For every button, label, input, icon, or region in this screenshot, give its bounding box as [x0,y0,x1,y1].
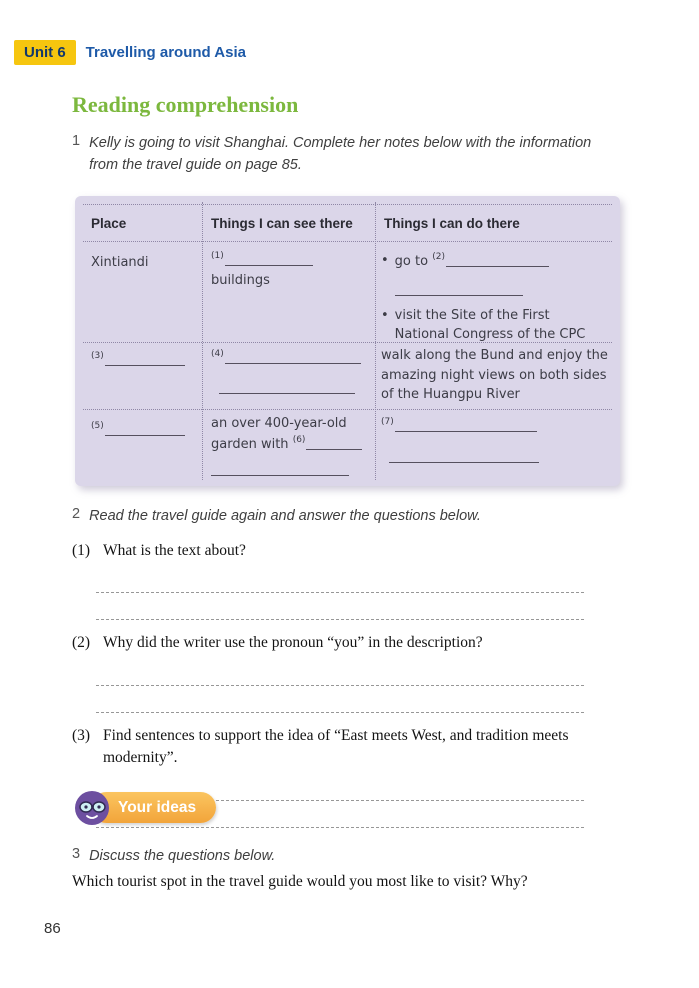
dotted-divider [202,202,203,480]
question-text: What is the text about? [103,541,246,559]
fill-blank [446,254,549,267]
unit-badge: Unit 6 [14,40,76,65]
dotted-divider [375,202,376,480]
section-title: Reading comprehension [72,92,299,117]
cell-do-1 [381,251,613,345]
task-number: 2 [72,506,81,522]
fill-blank [395,419,537,432]
dotted-divider [83,409,612,410]
question-2 [72,632,588,654]
blank-label: (1) [211,251,224,261]
question-label: (2) [72,634,91,652]
fill-blank [219,381,355,394]
cell-text: visit the Site of the First [394,307,550,323]
blank-label: (2) [432,252,445,262]
your-ideas-label: Your ideas [91,792,216,823]
fill-blank [225,253,313,266]
blank-label: (5) [91,421,104,431]
fill-blank [306,437,362,450]
cell-text: National Congress of the CPC [394,327,586,342]
dotted-divider [83,204,612,205]
cell-see-1 [211,250,369,290]
unit-title: Travelling around Asia [85,44,246,61]
page-number: 86 [44,920,61,937]
cell-text: garden with [211,436,289,452]
unit-header [14,40,246,65]
answer-line [96,593,584,620]
bullet-item [381,251,613,296]
column-header-see: Things I can see there [211,216,353,231]
blank-label: (4) [211,349,224,359]
answer-area [96,566,584,620]
cell-see-2 [211,348,369,394]
cell-text: buildings [211,272,270,288]
bullet-dot: • [381,307,389,323]
task-number: 3 [72,846,81,862]
discussion-question: Which tourist spot in the travel guide would you most like to visit? Why? [72,873,528,890]
task-3 [72,846,612,868]
task-instruction: Read the travel guide again and answer the questions below. [89,508,481,524]
cell-see-3 [211,414,371,476]
fill-blank [211,463,349,476]
column-header-do: Things I can do there [384,216,520,231]
task-instruction: Kelly is going to visit Shanghai. Complete her notes below with the information from the travel guide on page 85. [89,135,592,173]
questions-section [72,506,588,840]
bullet-dot: • [381,253,389,268]
answer-line [96,566,584,593]
your-ideas-badge [74,792,216,828]
fill-blank [395,283,523,296]
bullet-item [381,306,613,345]
fill-blank [105,423,185,436]
question-text: Why did the writer use the pronoun “you” in the description? [103,634,483,652]
question-label: (1) [72,541,91,559]
question-3 [72,725,588,770]
blank-label: (6) [292,434,306,445]
question-label: (3) [72,726,91,744]
answer-line [96,659,584,686]
bullet-content [395,306,613,345]
cell-place-1: Xintiandi [91,255,149,270]
task-1 [72,133,612,177]
cell-place-3 [91,420,185,441]
blank-label: (3) [91,351,104,361]
fill-blank [105,353,185,366]
cell-text: go to [394,254,429,269]
cell-text: an over 400-year-old [211,416,347,431]
fill-blank [225,351,361,364]
question-1 [72,540,588,562]
fill-blank [389,450,539,463]
cell-do-2: walk along the Bund and enjoy the amazing night views on both sides of the Huangpu River [381,348,608,402]
answer-line [96,686,584,713]
mascot-icon [74,790,110,826]
task-2 [72,506,588,528]
task-instruction: Discuss the questions below. [89,848,276,864]
bullet-content [395,251,613,296]
blank-label: (7) [381,417,394,427]
cell-do-3 [381,416,613,463]
column-header-place: Place [91,216,127,231]
answer-area [96,659,584,713]
dotted-divider [83,241,612,242]
question-text: Find sentences to support the idea of “East meets West, and tradition meets modernity”. [103,726,569,767]
cell-place-2 [91,350,185,371]
notes-table [75,196,620,486]
task-number: 1 [72,133,81,149]
